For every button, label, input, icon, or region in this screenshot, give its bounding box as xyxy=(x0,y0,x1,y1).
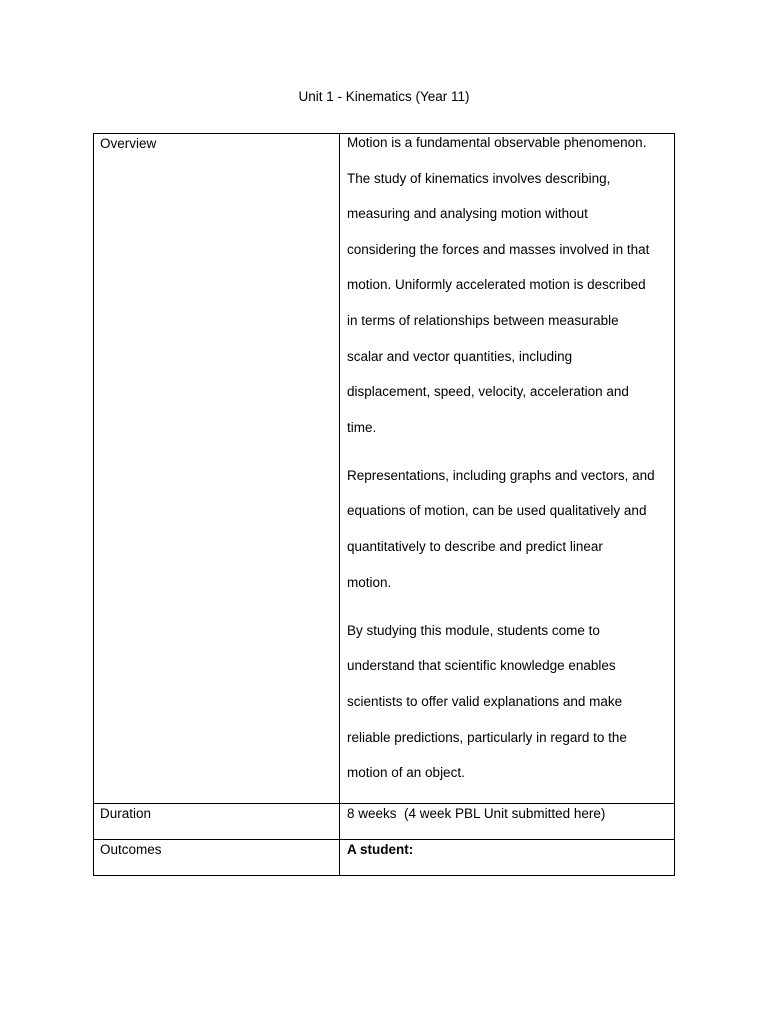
overview-label: Overview xyxy=(100,136,157,151)
outcomes-label: Outcomes xyxy=(100,841,162,857)
overview-label-cell xyxy=(94,134,340,804)
unit-overview-table xyxy=(93,133,675,876)
overview-line: measuring and analysing motion without xyxy=(347,206,588,222)
overview-content-cell xyxy=(340,134,675,804)
overview-line: Motion is a fundamental observable phenomenon. xyxy=(347,135,647,150)
table-row-outcomes xyxy=(94,839,675,875)
overview-paragraph-3 xyxy=(347,622,674,800)
overview-line: reliable predictions, particularly in regard to the xyxy=(347,729,627,745)
overview-line: understand that scientific knowledge enables xyxy=(347,658,616,674)
overview-paragraph-1 xyxy=(347,134,674,454)
overview-line: motion. xyxy=(347,574,392,590)
outcomes-label-cell xyxy=(94,839,340,875)
overview-line: Representations, including graphs and vectors, and xyxy=(347,467,655,483)
overview-line: The study of kinematics involves describing, xyxy=(347,170,611,186)
overview-line: By studying this module, students come to xyxy=(347,622,600,638)
overview-line: time. xyxy=(347,419,377,435)
overview-line: considering the forces and masses involved in that xyxy=(347,241,650,257)
overview-line: equations of motion, can be used qualitatively and xyxy=(347,503,647,519)
duration-value-cell xyxy=(340,803,675,839)
outcomes-value-cell xyxy=(340,839,675,875)
outcomes-value: A student: xyxy=(347,841,414,857)
duration-label-cell xyxy=(94,803,340,839)
overview-line: scalar and vector quantities, including xyxy=(347,348,573,364)
duration-value: 8 weeks (4 week PBL Unit submitted here) xyxy=(347,805,606,821)
overview-line: motion. Uniformly accelerated motion is described xyxy=(347,277,646,293)
document-title: Unit 1 - Kinematics (Year 11) xyxy=(298,89,470,104)
overview-line: displacement, speed, velocity, acceleration and xyxy=(347,384,629,400)
overview-line: in terms of relationships between measurable xyxy=(347,312,619,328)
overview-line: quantitatively to describe and predict linear xyxy=(347,539,603,555)
overview-line: motion of an object. xyxy=(347,765,465,781)
overview-text xyxy=(340,134,674,803)
table-row-overview xyxy=(94,134,675,804)
overview-line: scientists to offer valid explanations and make xyxy=(347,693,623,709)
table-row-duration xyxy=(94,803,675,839)
duration-label: Duration xyxy=(100,805,152,821)
overview-paragraph-2 xyxy=(347,467,674,609)
